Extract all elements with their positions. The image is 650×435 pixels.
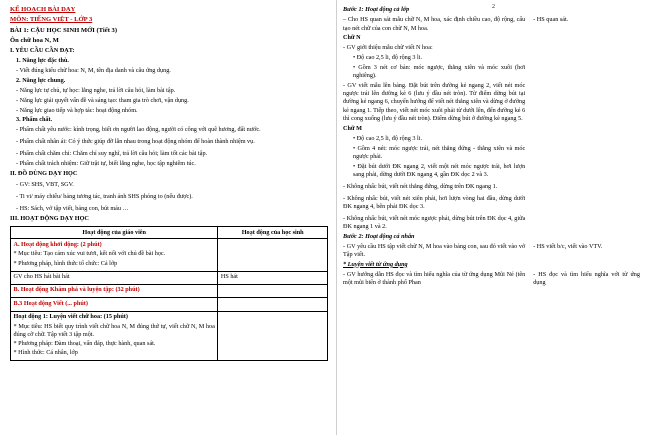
teacher-cell	[343, 16, 529, 34]
column-header-teacher: Hoạt động của giáo viên	[11, 227, 218, 239]
header-line-2: MÔN: TIẾNG VIỆT - LỚP 3	[10, 16, 93, 24]
teacher-cell	[11, 284, 218, 297]
activity-text: • Gồm 3 nét cơ bản: móc ngược, thẳng xiên và móc xuôi (hơi nghiêng).	[353, 63, 526, 80]
teacher-cell	[11, 271, 218, 284]
header-line-1: KẾ HOẠCH BÀI DẠY	[10, 6, 76, 13]
teacher-cell	[343, 243, 529, 261]
activity-text: • Đặt bút dưới ĐK ngang 2, viết một nét móc ngược trái, hơi lượn sang phải, dừng dưới ĐK ngang 4, gần ĐK dọc 2 và 3.	[353, 162, 526, 178]
table-row	[343, 271, 644, 289]
section-2-item: - GV: SHS, VBT, SGV.	[16, 181, 74, 189]
step-title: Bước 2: Hoạt động cá nhân	[343, 232, 415, 240]
page-number: 2	[492, 4, 495, 10]
subsection-1-3-item: - Phẩm chất yêu nước: kính trọng, biết ơn người lao động, người có công với quê hương, đất nước.	[16, 126, 261, 134]
activity-title: Hoạt động 1: Luyện viết chữ hoa: (15 phút)	[13, 313, 128, 321]
activity-text: - GV hướng dẫn HS đọc và tìm hiểu nghĩa của từ ứng dụng Mũi Né (tên một mũi biển ở thành phố Phan	[343, 270, 526, 286]
section-1-title: I. YÊU CẦU CẦN ĐẠT:	[10, 47, 75, 55]
activity-title: B.3 Hoạt động Viết (... phút)	[13, 299, 88, 307]
section-2-title: II. ĐỒ DÙNG DẠY HỌC	[10, 169, 78, 177]
student-cell	[529, 125, 644, 135]
activity-text: • Độ cao 2,5 li, độ rộng 3 li.	[353, 134, 423, 142]
activity-method: * Phương pháp: Đàm thoại, vấn đáp, thực hành, quan sát.	[13, 340, 156, 348]
table-row	[11, 284, 328, 297]
header-line-4: Ôn chữ hoa N, M	[10, 37, 59, 45]
section-2-item: - Ti vi/ máy chiếu/ bảng tương tác, tranh ảnh SHS phóng to (nếu được).	[16, 193, 193, 201]
activity-text: - Không nhấc bút, viết nét xiên phải, hơi lượn vòng hai đầu, dừng dưới ĐK ngang 4, bên phải ĐK dọc 3.	[343, 194, 526, 210]
subsection-1-3-item: - Phẩm chất chăm chỉ: Chăm chỉ suy nghĩ, trả lời câu hỏi; làm tốt các bài tập.	[16, 149, 208, 157]
activity-text: - Không nhấc bút, viết nét móc ngược phải, dừng bút trên ĐK dọc 4, giữa ĐK ngang 1 và 2.	[343, 214, 526, 230]
activity-goal: * Mục tiêu: HS biết quy trình viết chữ hoa N, M đúng thứ tự, viết chữ N, M hoa đúng cỡ chữ. Tập viết 3 tập một.	[13, 322, 215, 338]
student-cell	[529, 16, 644, 34]
activity-form: * Hình thức: Cá nhân, lớp	[13, 349, 78, 357]
activity-method: * Phương pháp, hình thức tổ chức: Cả lớp	[13, 259, 118, 267]
teacher-cell	[343, 34, 529, 44]
student-cell	[218, 239, 328, 271]
table-header-row	[11, 227, 328, 239]
student-cell	[218, 271, 328, 284]
activity-title: B. Hoạt động Khám phá và luyện tập: (32 phút)	[13, 286, 140, 294]
table-row	[343, 135, 644, 233]
table-row	[11, 298, 328, 311]
table-row	[11, 271, 328, 284]
teacher-cell	[343, 233, 529, 243]
right-column	[336, 0, 650, 435]
subsection-1-3-title: 3. Phẩm chất.	[16, 116, 53, 124]
subsection-1-2-item: - Năng lực giải quyết vấn đề và sáng tạo: tham gia trò chơi, vận dụng.	[16, 96, 189, 104]
activity-text: - GV yêu cầu HS tập viết chữ N, M hoa vào bảng con, sau đó viết vào vở Tập viết.	[343, 242, 526, 258]
activity-goal: * Mục tiêu: Tạo cảm xúc vui tươi, kết nối với chủ đề bài học.	[13, 250, 166, 258]
student-cell	[529, 271, 644, 289]
activity-text: - GV giới thiệu mẫu chữ viết N hoa:	[343, 44, 433, 52]
subsection-1-1-title: 1. Năng lực đặc thù.	[16, 57, 69, 65]
subsection-1-1-item: - Viết đúng kiểu chữ hoa: N, M, tên địa danh và câu ứng dụng.	[16, 67, 171, 75]
student-cell	[218, 298, 328, 311]
activity-step: GV cho HS hát bài hát	[13, 273, 70, 280]
subsection-title: * Luyện viết từ ứng dụng	[343, 260, 408, 268]
table-row	[343, 261, 644, 271]
student-response: - HS quan sát.	[533, 16, 569, 24]
table-row	[343, 34, 644, 44]
teacher-cell	[343, 125, 529, 135]
subsection-1-2-item: - Năng lực tự chủ, tự học: lắng nghe, trả lời câu hỏi, làm bài tập.	[16, 86, 176, 94]
table-row	[343, 243, 644, 261]
letter-heading-m: Chữ M	[343, 124, 363, 132]
activity-text: - Không nhấc bút, viết nét thẳng đứng, dừng trên ĐK ngang 1.	[343, 182, 498, 190]
student-cell	[218, 311, 328, 361]
student-cell	[529, 261, 644, 271]
student-cell	[218, 284, 328, 297]
student-response: HS hát	[220, 273, 238, 280]
teacher-cell	[343, 271, 529, 289]
table-row	[343, 125, 644, 135]
table-row	[11, 239, 328, 271]
document-header	[10, 6, 328, 46]
subsection-1-2-item: - Năng lực giao tiếp và hợp tác: hoạt động nhóm.	[16, 106, 138, 114]
header-line-3: BÀI 1: CẬU HỌC SINH MỚI (Tiết 3)	[10, 26, 118, 34]
section-3-title: III. HOẠT ĐỘNG DẠY HỌC	[10, 214, 89, 222]
table-row	[343, 233, 644, 243]
step-title: Bước 1: Hoạt động cả lớp	[343, 6, 410, 13]
student-cell	[529, 34, 644, 44]
activity-text: • Gồm 4 nét: móc ngược trái, nét thẳng đứng - thẳng xiên và móc ngược phải.	[353, 144, 526, 160]
section-2-item: - HS: Sách, vở tập viết, bảng con, bút máu …	[16, 205, 129, 213]
subsection-1-2-title: 2. Năng lực chung.	[16, 76, 66, 84]
table-row	[343, 16, 644, 34]
subsection-1-3-item: - Phẩm chất nhân ái: Có ý thức giúp đỡ lẫn nhau trong hoạt động nhóm để hoàn thành nhiệm vụ.	[16, 138, 255, 146]
teacher-cell	[343, 135, 529, 233]
activity-text: - GV viết mẫu lên bảng. Đặt bút trên đường kẻ ngang 2, viết nét móc ngược trái lên đường kẻ 6 (lưu ý đầu nét tròn). Từ điểm dừng bút tại đường kẻ ngang 6, chuyển hướng để viết nét thẳng xiên và dừng ở đường kẻ ngang 1. Tiếp theo, viết nét móc xuôi phải từ dưới lên, đến đường kẻ 6 thì cong xuống (lưu ý đầu nét tròn). Điểm dừng bút ở đường kẻ ngang 5.	[343, 81, 526, 122]
student-cell	[529, 243, 644, 261]
student-cell	[529, 233, 644, 243]
table-row	[11, 311, 328, 361]
student-response: - HS đọc và tìm hiểu nghĩa với từ ứng dụng	[533, 270, 640, 286]
right-activities-table	[343, 6, 644, 289]
teacher-cell	[11, 311, 218, 361]
activity-text: • Độ cao 2,5 li, độ rộng 3 li.	[353, 54, 423, 62]
teacher-cell	[343, 261, 529, 271]
teacher-cell	[343, 44, 529, 125]
student-cell	[529, 44, 644, 125]
subsection-1-3-item: - Phẩm chất trách nhiệm: Giữ trật tự, biết lắng nghe, học tập nghiêm túc.	[16, 159, 196, 167]
activity-title: A. Hoạt động khởi động: (2 phút)	[13, 240, 102, 248]
teacher-cell	[343, 6, 529, 16]
teacher-cell	[11, 298, 218, 311]
column-header-student: Hoạt động của học sinh	[218, 227, 328, 239]
student-cell	[529, 135, 644, 233]
lesson-activities-table	[10, 226, 328, 361]
table-row	[343, 44, 644, 125]
activity-text: – Cho HS quan sát mẫu chữ N, M hoa, xác định chiều cao, độ rộng, cấu tạo nét chữ của con chữ N, M hoa.	[343, 16, 526, 32]
student-response: - HS viết b/c, viết vào VTV.	[533, 242, 603, 250]
letter-heading-n: Chữ N	[343, 34, 361, 42]
student-cell	[529, 6, 644, 16]
teacher-cell	[11, 239, 218, 271]
